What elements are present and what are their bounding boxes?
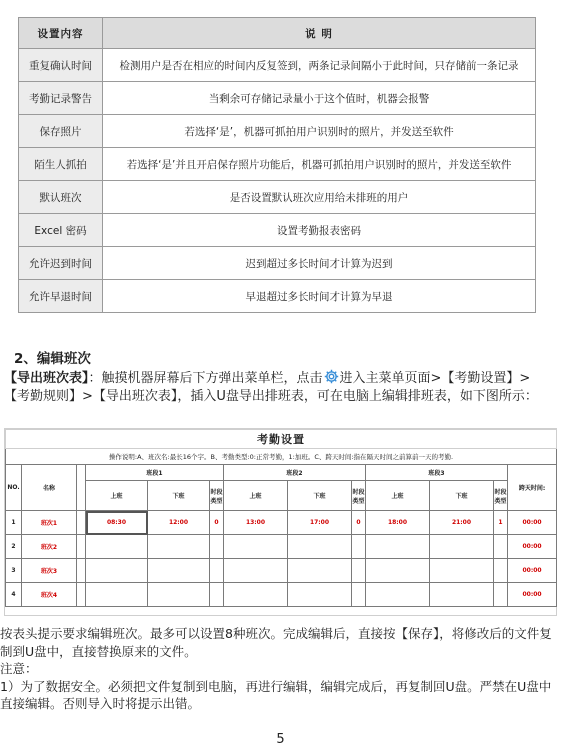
cell-s1-on[interactable] — [86, 583, 148, 607]
settings-key: 重复确认时间 — [19, 49, 103, 82]
cell-s2-on[interactable]: 13:00 — [224, 511, 288, 535]
settings-table — [18, 17, 536, 313]
cell-cross[interactable]: 00:00 — [508, 583, 557, 607]
cell-s3-off[interactable] — [430, 535, 494, 559]
sheet-note: 操作说明:A、班次名:最长16个字。B、考勤类型:0:正常考勤，1:加班。C、跨天时间:指在隔天时间之前算前一天的考勤. — [6, 449, 557, 465]
cell-s1-type[interactable] — [210, 559, 224, 583]
sub-type: 时段类型 — [210, 481, 224, 511]
row-name: 班次2 — [22, 535, 77, 559]
row-blank — [77, 511, 86, 535]
cell-s1-type[interactable]: 0 — [210, 511, 224, 535]
cell-s1-off[interactable] — [148, 535, 210, 559]
sheet-header-row-2 — [6, 481, 557, 511]
settings-desc: 当剩余可存储记录量小于这个值时，机器会报警 — [103, 82, 536, 115]
sheet-row — [6, 583, 557, 607]
settings-header-key: 设置内容 — [19, 18, 103, 49]
col-blank — [77, 465, 86, 511]
sheet-header-row-1 — [6, 465, 557, 481]
settings-desc: 迟到超过多长时间才计算为迟到 — [103, 247, 536, 280]
cell-s1-off[interactable] — [148, 583, 210, 607]
row-no: 4 — [6, 583, 22, 607]
sheet-title: 考勤设置 — [6, 430, 557, 449]
sheet-title-row — [6, 430, 557, 449]
col-no: NO. — [6, 465, 22, 511]
settings-desc: 若选择‘是’并且开启保存照片功能后，机器可抓拍用户识别时的照片，并发送至软件 — [103, 148, 536, 181]
row-name: 班次1 — [22, 511, 77, 535]
body-text — [0, 625, 556, 713]
cell-s2-on[interactable] — [224, 559, 288, 583]
page-number: 5 — [276, 732, 285, 747]
settings-key: 陌生人抓拍 — [19, 148, 103, 181]
cell-s2-type[interactable] — [352, 535, 366, 559]
sheet-note-row — [6, 449, 557, 465]
sub-on: 上班 — [86, 481, 148, 511]
cell-s1-type[interactable] — [210, 583, 224, 607]
settings-desc: 是否设置默认班次应用给未排班的用户 — [103, 181, 536, 214]
settings-desc: 早退超过多长时间才计算为早退 — [103, 280, 536, 313]
col-cross: 跨天时间: — [508, 465, 557, 511]
shift-group-3: 班段3 — [366, 465, 508, 481]
settings-key: Excel 密码 — [19, 214, 103, 247]
settings-desc: 检测用户是否在相应的时间内反复签到，两条记录间隔小于此时间，只存储前一条记录 — [103, 49, 536, 82]
cell-s3-type[interactable]: 1 — [494, 511, 508, 535]
settings-desc: 若选择‘是’，机器可抓拍用户识别时的照片，并发送至软件 — [103, 115, 536, 148]
sub-type: 时段类型 — [352, 481, 366, 511]
sheet-row — [6, 559, 557, 583]
settings-header-row — [19, 18, 536, 49]
cell-s3-off[interactable] — [430, 583, 494, 607]
cell-s1-on[interactable] — [86, 559, 148, 583]
settings-row — [19, 181, 536, 214]
cell-s1-off[interactable]: 12:00 — [148, 511, 210, 535]
cell-s3-off[interactable]: 21:00 — [430, 511, 494, 535]
cell-s3-on[interactable]: 18:00 — [366, 511, 430, 535]
cell-s1-on[interactable] — [86, 535, 148, 559]
cell-s3-on[interactable] — [366, 535, 430, 559]
sub-off: 下班 — [148, 481, 210, 511]
shift-spreadsheet — [4, 428, 557, 616]
cell-cross[interactable]: 00:00 — [508, 559, 557, 583]
settings-key: 允许迟到时间 — [19, 247, 103, 280]
settings-key: 考勤记录警告 — [19, 82, 103, 115]
settings-key: 保存照片 — [19, 115, 103, 148]
sub-off: 下班 — [288, 481, 352, 511]
sub-on: 上班 — [224, 481, 288, 511]
sheet-row — [6, 535, 557, 559]
sub-on: 上班 — [366, 481, 430, 511]
cell-s2-on[interactable] — [224, 583, 288, 607]
row-name: 班次3 — [22, 559, 77, 583]
settings-row — [19, 115, 536, 148]
col-name: 名称 — [22, 465, 77, 511]
cell-s2-off[interactable] — [288, 559, 352, 583]
cell-s3-off[interactable] — [430, 559, 494, 583]
shift-group-2: 班段2 — [224, 465, 366, 481]
cell-cross[interactable]: 00:00 — [508, 511, 557, 535]
settings-row — [19, 148, 536, 181]
cell-s3-type[interactable] — [494, 535, 508, 559]
cell-s3-on[interactable] — [366, 583, 430, 607]
gear-icon — [323, 368, 340, 385]
settings-key: 默认班次 — [19, 181, 103, 214]
section-paragraph — [4, 368, 556, 406]
settings-row — [19, 214, 536, 247]
cell-s1-type[interactable] — [210, 535, 224, 559]
sub-off: 下班 — [430, 481, 494, 511]
section-heading: 2、编辑班次 — [14, 351, 91, 367]
para-part-a: ：触摸机器屏幕后下方弹出菜单栏，点击 — [88, 371, 323, 386]
sheet-row — [6, 511, 557, 535]
shift-group-1: 班段1 — [86, 465, 224, 481]
cell-s3-type[interactable] — [494, 583, 508, 607]
cell-s2-off[interactable]: 17:00 — [288, 511, 352, 535]
export-label: 【导出班次表】 — [4, 371, 89, 386]
cell-s3-type[interactable] — [494, 559, 508, 583]
body-line-3: 1）为了数据安全。必须把文件复制到电脑，再进行编辑，编辑完成后，再复制回U盘。严禁在U盘中直接编辑。否则导入时将提示出错。 — [0, 678, 552, 711]
para-part-b: 进入主菜单页面>【考勤设置】>【考勤规则】>【导出班次表】，插入U盘导出排班表，可在电脑上编辑排班表，如下图所示： — [4, 371, 538, 404]
cell-s2-type[interactable] — [352, 559, 366, 583]
settings-key: 允许早退时间 — [19, 280, 103, 313]
cell-s3-on[interactable] — [366, 559, 430, 583]
row-blank — [77, 559, 86, 583]
row-no: 3 — [6, 559, 22, 583]
row-blank — [77, 583, 86, 607]
body-line-1: 按表头提示要求编辑班次。最多可以设置8种班次。完成编辑后，直接按【保存】，将修改后的文件复制到U盘中，直接替换原来的文件。 — [0, 626, 552, 659]
cell-s2-type[interactable] — [352, 583, 366, 607]
body-line-2: 注意： — [0, 661, 38, 676]
row-blank — [77, 535, 86, 559]
row-no: 2 — [6, 535, 22, 559]
cell-cross[interactable]: 00:00 — [508, 535, 557, 559]
row-name: 班次4 — [22, 583, 77, 607]
cell-s1-off[interactable] — [148, 559, 210, 583]
settings-desc: 设置考勤报表密码 — [103, 214, 536, 247]
cell-s1-on[interactable]: 08:30 — [86, 511, 148, 535]
settings-row — [19, 280, 536, 313]
cell-s2-type[interactable]: 0 — [352, 511, 366, 535]
sub-type: 时段类型 — [494, 481, 508, 511]
settings-row — [19, 247, 536, 280]
settings-row — [19, 49, 536, 82]
settings-header-desc: 说 明 — [103, 18, 536, 49]
row-no: 1 — [6, 511, 22, 535]
cell-s2-on[interactable] — [224, 535, 288, 559]
cell-s2-off[interactable] — [288, 583, 352, 607]
cell-s2-off[interactable] — [288, 535, 352, 559]
settings-row — [19, 82, 536, 115]
